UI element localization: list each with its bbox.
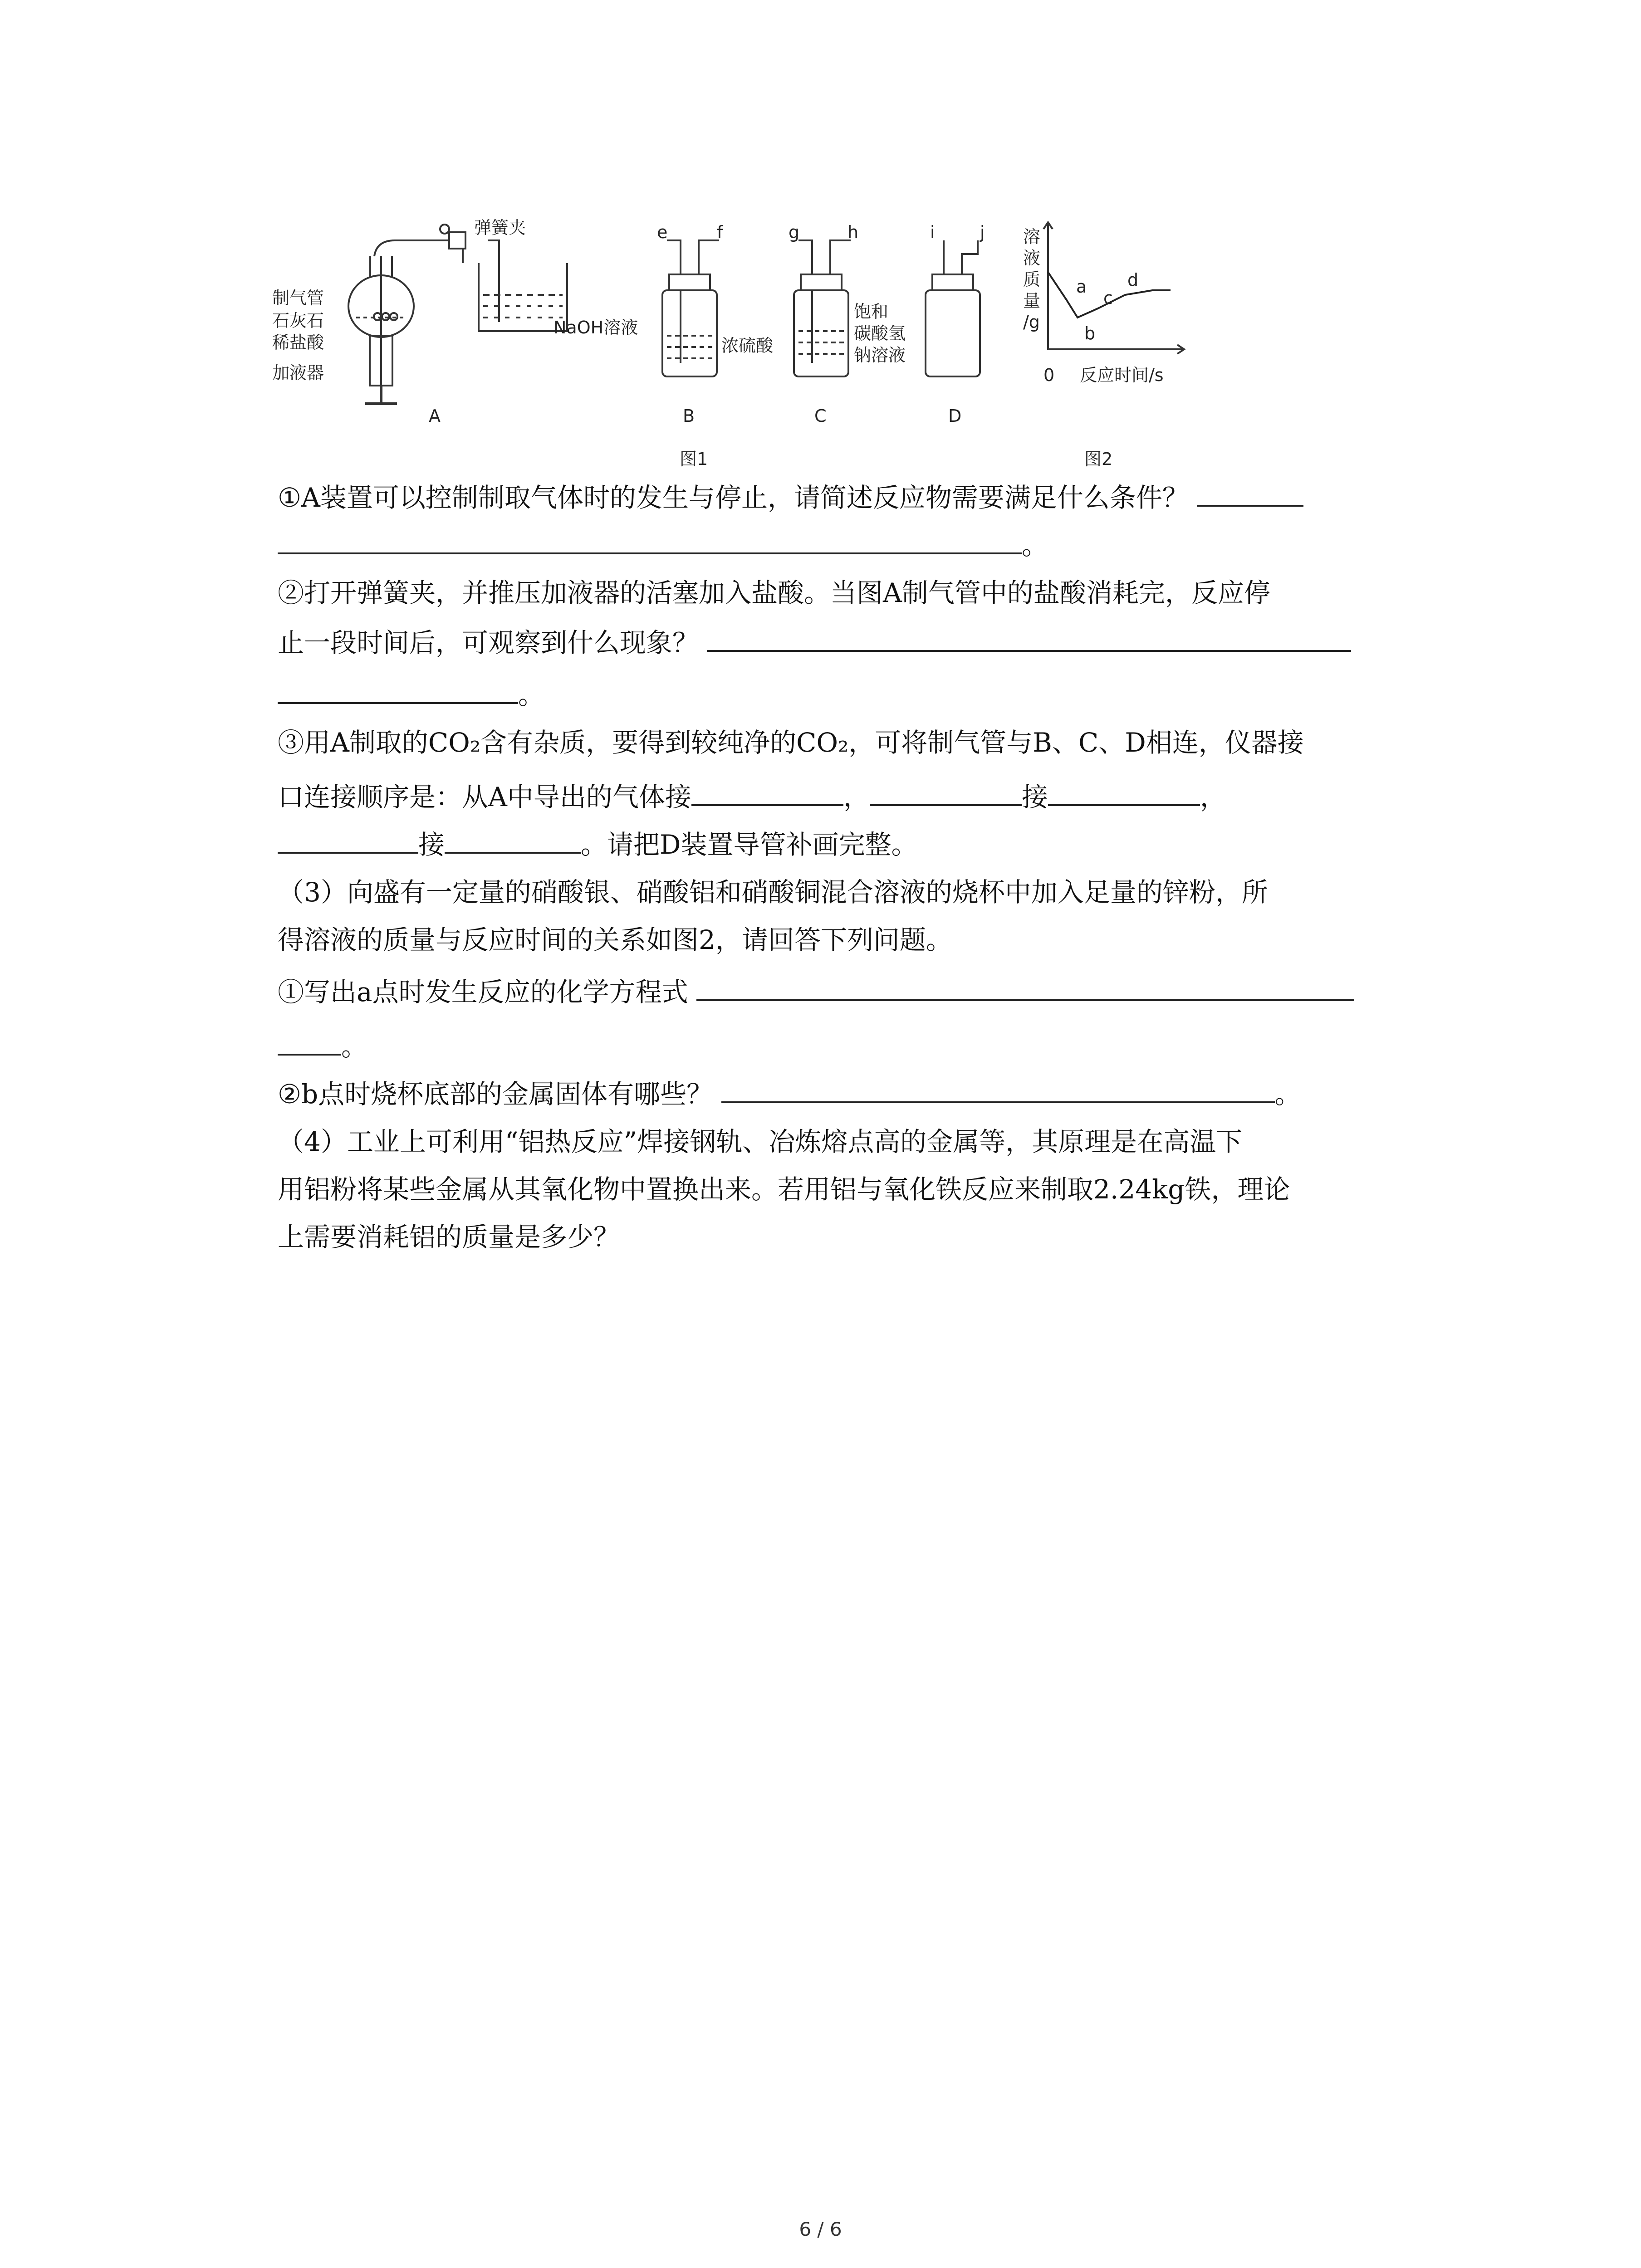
fig2-caption: 图2 <box>1084 449 1113 469</box>
q3-blank-3[interactable] <box>1048 776 1200 806</box>
p3-qa-text: ①写出a点时发生反应的化学方程式 <box>278 977 688 1007</box>
q3-blank-2[interactable] <box>870 776 1022 806</box>
p4-text-1: （4）工业上可利用“铝热反应”焊接钢轨、冶炼熔点高的金属等，其原理是在高温下 <box>278 1126 1243 1157</box>
port-h: h <box>847 222 859 242</box>
label-gen-tube: 制气管 <box>272 288 324 308</box>
p3-line1 <box>278 869 1421 916</box>
port-g: g <box>789 222 800 242</box>
q1-line1 <box>278 474 1421 521</box>
bottle-d-shape <box>926 290 980 376</box>
q3-text-1: ③用A制取的CO₂含有杂质，要得到较纯净的CO₂，可将制气管与B、C、D相连，仪器接 <box>278 727 1304 758</box>
y-label-4: 量 <box>1023 291 1041 311</box>
q1-end: 。 <box>1022 530 1048 561</box>
label-a: A <box>429 406 441 426</box>
label-nahco3-3: 钠溶液 <box>854 345 906 365</box>
p3-qa-line2 <box>278 1023 1421 1070</box>
p3-qb-line <box>278 1070 1421 1118</box>
q1-answer-blank-1[interactable] <box>1197 477 1303 507</box>
q3-line1 <box>278 719 1421 766</box>
y-label-5: /g <box>1023 312 1040 332</box>
label-dropper: 加液器 <box>272 363 324 383</box>
point-b: b <box>1084 323 1096 343</box>
q3-end: 。请把D装置导管补画完整。 <box>581 829 918 860</box>
label-c: C <box>814 406 827 426</box>
label-nahco3-2: 碳酸氢 <box>854 323 906 343</box>
figure-apparatus <box>272 213 1252 476</box>
p3-text-2: 得溶液的质量与反应时间的关系如图2，请回答下列问题。 <box>278 924 952 955</box>
q3-blank-5[interactable] <box>445 824 581 854</box>
graph-axes <box>1048 222 1184 349</box>
p3-text-1: （3）向盛有一定量的硝酸银、硝酸铝和硝酸铜混合溶液的烧杯中加入足量的锌粉，所 <box>278 877 1268 908</box>
bottle-b-shape <box>662 290 717 376</box>
q2-line1 <box>278 569 1421 616</box>
label-limestone: 石灰石 <box>272 311 324 331</box>
label-naoh: NaOH溶液 <box>554 318 638 337</box>
p4-line2 <box>278 1166 1421 1213</box>
p3-qb-blank[interactable] <box>721 1073 1275 1103</box>
p3-qa-blank-2[interactable] <box>278 1026 341 1056</box>
q3-jie-2: 接 <box>418 829 445 860</box>
p4-text-3: 上需要消耗铝的质量是多少？ <box>278 1222 620 1252</box>
spring-clip-shape <box>449 232 465 249</box>
y-label-2: 液 <box>1023 248 1041 268</box>
p3-qa-blank-1[interactable] <box>696 971 1354 1001</box>
q2-end: 。 <box>518 679 545 710</box>
p3-line2 <box>278 916 1421 963</box>
fig1-caption: 图1 <box>680 449 708 469</box>
label-conc-h2so4: 浓硫酸 <box>721 336 774 356</box>
q2-answer-blank-2[interactable] <box>278 674 518 704</box>
port-i: i <box>930 222 935 242</box>
q1-line2 <box>278 522 1421 569</box>
p3-qa-end: 。 <box>341 1031 368 1062</box>
q3-blank-4[interactable] <box>278 824 418 854</box>
q2-line2 <box>278 619 1421 666</box>
point-a: a <box>1076 277 1087 297</box>
q3-comma-1: ， <box>843 782 870 812</box>
q3-text-2: 口连接顺序是：从A中导出的气体接 <box>278 782 691 812</box>
q3-line2 <box>278 773 1421 821</box>
label-nahco3-1: 饱和 <box>854 302 889 322</box>
p3-qa-line1 <box>278 968 1421 1016</box>
port-e: e <box>657 222 668 242</box>
label-d: D <box>948 406 962 426</box>
label-dilute-hcl: 稀盐酸 <box>272 332 324 352</box>
p3-qb-end: 。 <box>1274 1079 1301 1110</box>
page-number: 6 / 6 <box>799 2218 842 2240</box>
p4-line1 <box>278 1118 1421 1165</box>
port-j: j <box>980 222 985 242</box>
q3-blank-1[interactable] <box>691 776 843 806</box>
q2-line3 <box>278 671 1421 719</box>
q3-comma-2: ， <box>1200 782 1226 812</box>
figure-svg <box>272 213 1252 476</box>
p3-qb-text: ②b点时烧杯底部的金属固体有哪些？ <box>278 1079 713 1110</box>
y-label-1: 溶 <box>1023 227 1041 247</box>
q2-text-2: 止一段时间后，可观察到什么现象？ <box>278 627 699 658</box>
label-b: B <box>683 406 695 426</box>
label-spring-clip: 弹簧夹 <box>474 218 526 238</box>
p4-line3 <box>278 1213 1421 1261</box>
q3-line3 <box>278 821 1421 868</box>
q2-text-1: ②打开弹簧夹，并推压加液器的活塞加入盐酸。当图A制气管中的盐酸消耗完，反应停 <box>278 577 1270 608</box>
q1-answer-blank-2[interactable] <box>278 524 1022 554</box>
q1-text: ①A装置可以控制制取气体时的发生与停止，请简述反应物需要满足什么条件？ <box>278 482 1189 513</box>
q2-answer-blank-1[interactable] <box>707 622 1351 652</box>
y-label-3: 质 <box>1023 269 1041 289</box>
p4-text-2: 用铝粉将某些金属从其氧化物中置换出来。若用铝与氧化铁反应来制取2.24kg铁，理论 <box>278 1174 1290 1205</box>
x-axis-label: 反应时间/s <box>1080 365 1164 385</box>
point-d: d <box>1127 270 1139 290</box>
q3-jie-1: 接 <box>1021 782 1048 812</box>
port-f: f <box>717 222 723 242</box>
graph-origin: 0 <box>1043 365 1055 385</box>
point-c: c <box>1103 288 1113 308</box>
bottle-c-shape <box>794 290 848 376</box>
